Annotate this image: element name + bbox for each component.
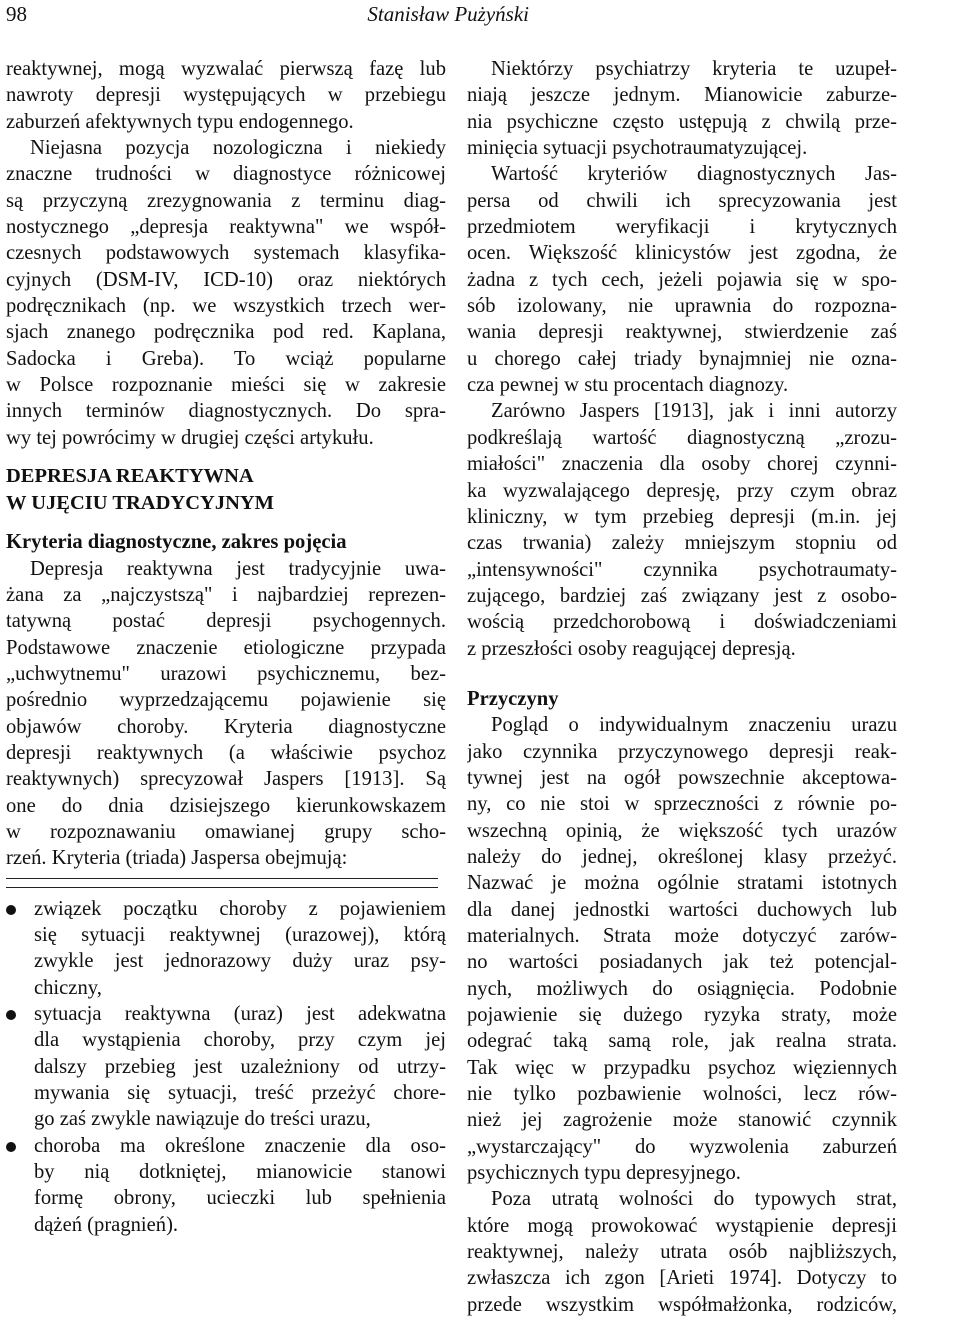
criteria-bullet-list xyxy=(6,896,446,1238)
text-line: niają jeszcze jednym. Mianowicie zaburze- xyxy=(467,84,897,107)
bullet-icon xyxy=(6,1010,16,1020)
running-head-author: Stanisław Pużyński xyxy=(367,2,529,26)
paragraph-losses xyxy=(467,1186,897,1318)
text-line: by nią dotkniętej, mianowicie stanowi xyxy=(34,1161,446,1184)
paragraph-value-of-criteria xyxy=(467,161,897,398)
text-line: dla danej jednostki wartości duchowych lub xyxy=(467,898,897,921)
paragraph-criteria xyxy=(6,556,446,872)
text-line: materialnych. Strata może dotyczyć zarów- xyxy=(467,925,897,947)
text-line: ka wyzwalającego depresję, przy czym obraz xyxy=(467,479,897,502)
text-line: nie tylko pozbawienie wolności, lecz rów- xyxy=(467,1083,897,1106)
bullet-item xyxy=(6,1133,446,1238)
text-line: pojawienie się dużego ryzyka straty, może xyxy=(467,1004,897,1027)
text-line: nych, możliwych do osiągnięcia. Podobnie xyxy=(467,977,897,1000)
paragraph-nosology xyxy=(6,135,446,451)
text-line: żadna z tych cech, jeżeli pojawia się w spo- xyxy=(467,268,897,291)
text-line: dalszy przebieg jest uzależniony od utrzy- xyxy=(34,1055,446,1078)
text-line: mywania się sytuacji, treść przeżyć chore- xyxy=(34,1082,446,1105)
text-line: sytuacja reaktywna (uraz) jest adekwatna xyxy=(34,1003,446,1025)
text-line: sjach znanego podręcznika pod red. Kaplana, xyxy=(6,321,446,344)
text-line: miałości" znaczenia dla osoby chorej czynni- xyxy=(467,453,897,476)
bullet-item xyxy=(6,896,446,1001)
text-line: Depresja reaktywna jest tradycyjnie uwa- xyxy=(30,557,446,580)
text-line: Poza utratą wolności do typowych strat, xyxy=(491,1188,897,1211)
paragraph-jaspers xyxy=(467,398,897,661)
text-line: persa od chwili ich sprecyzowania jest xyxy=(467,189,897,212)
page-number: 98 xyxy=(6,2,27,26)
paragraph-causes xyxy=(467,712,897,1186)
running-head xyxy=(6,2,954,30)
section-heading xyxy=(6,463,446,517)
text-line: pośrednio wyprzedzającemu pojawienie się xyxy=(6,689,446,712)
text-line: Pogląd o indywidualnym znaczeniu urazu xyxy=(491,714,897,737)
text-line: należy do jednej, określonej klasy przeżyć. xyxy=(467,845,897,868)
text-line: nia psychiczne często ustępują z chwilą prze- xyxy=(467,110,897,133)
text-line: reaktywnych) sprecyzował Jaspers [1913]. Są xyxy=(6,768,446,791)
bullet-icon xyxy=(6,905,16,915)
text-line: zwykle jest jednorazowy duży uraz psy- xyxy=(34,950,446,973)
section-heading-line: DEPRESJA REAKTYWNA xyxy=(6,465,254,488)
text-line: zwłaszcza ich zgon [Arieti 1974]. Dotyczy to xyxy=(467,1267,897,1290)
subheading-criteria: Kryteria diagnostyczne, zakres pojęcia xyxy=(6,531,347,554)
text-line: ny, co nie stoi w sprzeczności z równie po- xyxy=(467,793,897,816)
paragraph-intro xyxy=(6,56,446,135)
text-line: Nazwać je można ogólnie stratami istotnych xyxy=(467,872,897,895)
text-line: minięcia sytuacji psychotraumatyzującej. xyxy=(467,137,808,160)
text-line: się sytuacji reaktywnej (urazowej), którą xyxy=(34,923,446,946)
text-line: one do dnia dzisiejszego kierunkowskazem xyxy=(6,794,446,817)
text-line: Niektórzy psychiatrzy kryteria te uzupeł- xyxy=(491,58,897,80)
text-line: nostycznego „depresja reaktywna" we współ- xyxy=(6,216,446,239)
text-line: wy tej powrócimy w drugiej części artykułu. xyxy=(6,426,374,449)
text-line: wania depresji reaktywnej, stwierdzenie zaś xyxy=(467,321,897,344)
bullet-item xyxy=(6,1001,446,1133)
text-line: nież jej zagrożenie może stanowić czynnik xyxy=(467,1109,897,1132)
text-line: zującego, bardziej zaś związany jest z osobo- xyxy=(467,584,897,607)
text-line: dążeń (pragnień). xyxy=(34,1213,179,1236)
text-line: go zaś zwykle nawiązuje do treści urazu, xyxy=(34,1108,371,1131)
text-line: kliniczny, w tym przebieg depresji (m.in. jej xyxy=(467,505,897,528)
text-line: Podstawowe znaczenie etiologiczne przypada xyxy=(6,636,446,659)
text-line: sób izolowany, nie uprawnia do rozpozna- xyxy=(467,295,897,318)
text-line: Tak więc w przypadku psychoz więziennych xyxy=(467,1056,897,1079)
subheading-causes: Przyczyny xyxy=(467,687,559,710)
text-line: depresji reaktywnych (a właściwie psychoz xyxy=(6,741,446,764)
text-line: nawroty depresji występujących w przebiegu xyxy=(6,84,446,107)
text-line: tatywną postać depresji psychogennych. xyxy=(6,610,446,633)
text-line: tywnej jest na ogół powszechnie akceptowa- xyxy=(467,766,897,789)
text-line: wszechną opinią, że większość tych urazów xyxy=(467,819,897,842)
text-line: odegrać taką samą role, jak realna strata. xyxy=(467,1030,897,1053)
text-line: „wystarczający" do wyzwolenia zaburzeń xyxy=(467,1135,897,1158)
text-line: podręcznikach (np. we wszystkich trzech wer- xyxy=(6,295,446,318)
text-line: podkreślają wartość diagnostyczną „zrozu- xyxy=(467,426,897,449)
text-line: przede wszystkim współmałżonka, rodziców, xyxy=(467,1293,897,1316)
text-line: są przyczyną zrezygnowania z terminu diag- xyxy=(6,189,446,212)
text-line: formę obrony, ucieczki lub spełnienia xyxy=(34,1187,446,1210)
text-line: z przeszłości osoby reagującej depresją. xyxy=(467,637,796,660)
text-line: które mogą prowokować wystąpienie depresji xyxy=(467,1214,897,1237)
paragraph-supplement xyxy=(467,56,897,161)
text-line: Niejasna pozycja nozologiczna i niekiedy xyxy=(30,137,446,160)
text-line: Zarówno Jaspers [1913], jak i inni autorzy xyxy=(491,400,897,423)
text-line: czas trwania) zależy mniejszym stopniu od xyxy=(467,532,897,555)
text-line: w rozpoznawaniu omawianej grupy scho- xyxy=(6,820,446,843)
text-line: w Polsce rozpoznanie mieści się w zakresie xyxy=(6,374,446,397)
text-line: objawów choroby. Kryteria diagnostyczne xyxy=(6,715,446,738)
text-line: reaktywnej, należy utrata osób najbliższych, xyxy=(467,1241,897,1264)
text-line: „uchwytnemu" urazowi psychicznemu, bez- xyxy=(6,662,446,685)
text-line: psychicznych typu depresyjnego. xyxy=(467,1162,741,1185)
left-column xyxy=(6,56,446,1238)
text-line: przedmiotem weryfikacji i krytycznych xyxy=(467,216,897,239)
text-line: reaktywnej, mogą wyzwalać pierwszą fazę lub xyxy=(6,58,446,80)
text-line: dla wystąpienia choroby, przy czym jej xyxy=(34,1029,446,1052)
text-line: u chorego całej triady bynajmniej nie ozna- xyxy=(467,347,897,370)
spacer xyxy=(6,451,446,463)
text-line: jako czynnika przyczynowego depresji reak- xyxy=(467,740,897,763)
spacer xyxy=(6,517,446,529)
text-line: znaczne trudności w diagnostyce różnicowej xyxy=(6,163,446,186)
text-line: innych terminów diagnostycznych. Do spra- xyxy=(6,400,446,423)
text-line: żana za „najczystszą" i najbardziej reprezen- xyxy=(6,583,446,606)
section-heading-line: W UJĘCIU TRADYCYJNYM xyxy=(6,492,275,515)
double-rule-divider xyxy=(6,878,438,888)
text-line: cyjnych (DSM-IV, ICD-10) oraz niektórych xyxy=(6,268,446,291)
text-line: no wartości posiadanych jak też potencjal- xyxy=(467,951,897,974)
bullet-icon xyxy=(6,1142,16,1152)
text-line: cza pewnej w stu procentach diagnozy. xyxy=(467,374,789,397)
text-line: rzeń. Kryteria (triada) Jaspersa obejmują: xyxy=(6,847,348,870)
text-line: wością przedchorobową i doświadczeniami xyxy=(467,611,897,634)
text-line: Wartość kryteriów diagnostycznych Jas- xyxy=(491,163,897,186)
spacer xyxy=(467,662,897,686)
text-line: czesnych podstawowych systemach klasyfika- xyxy=(6,242,446,265)
text-line: choroba ma określone znaczenie dla oso- xyxy=(34,1134,446,1157)
text-line: zaburzeń afektywnych typu endogennego. xyxy=(6,110,354,133)
text-line: ocen. Większość klinicystów jest zgodna, że xyxy=(467,242,897,265)
right-column xyxy=(467,56,897,1318)
text-line: związek początku choroby z pojawieniem xyxy=(34,897,446,920)
text-line: „intensywności" czynnika psychotraumaty- xyxy=(467,558,897,581)
text-line: Sadocka i Greba). To wciąż popularne xyxy=(6,347,446,370)
text-line: chiczny, xyxy=(34,976,102,999)
